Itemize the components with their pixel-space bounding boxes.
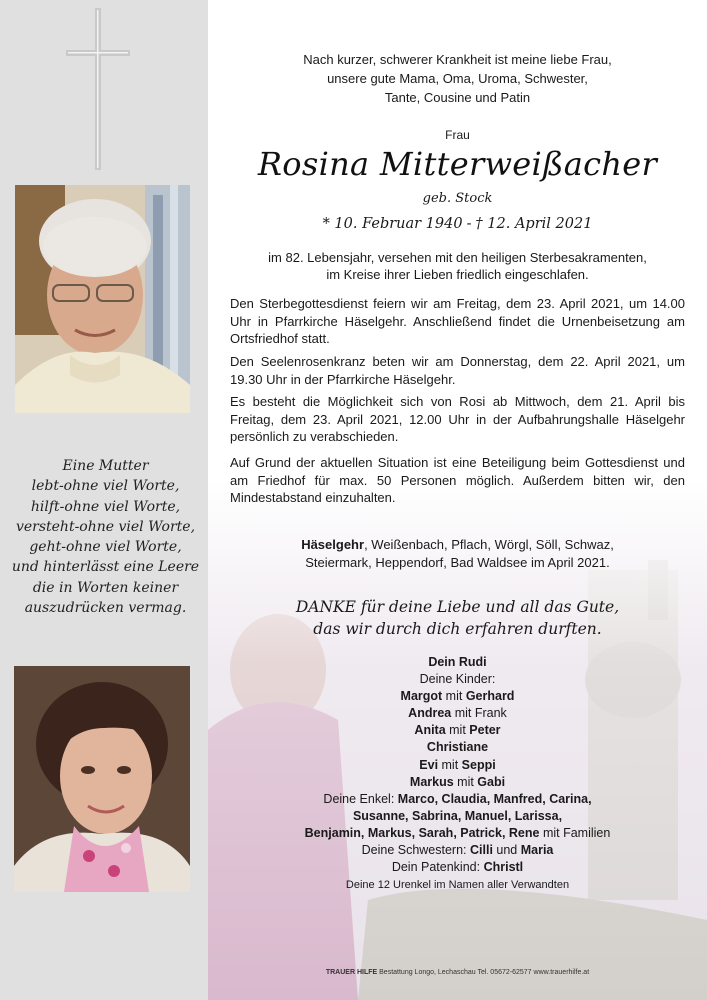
family-line [208,654,707,671]
portrait-photo-younger [14,666,190,892]
poem-line: Eine Mutter [62,458,149,474]
thanks-line: DANKE für deine Liebe und all das Gute, [295,598,620,616]
poem-line: und hinterlässt eine Leere [11,559,200,576]
death-date: † 12. April 2021 [475,216,593,232]
footer-text: Bestattung Longo, Lechaschau Tel. 05672-62577 www.trauerhilfe.at [377,969,590,976]
viewing-paragraph: Es besteht die Möglichkeit sich von Rosi ab Mittwoch, dem 21. April bis Freitag, dem 23. April 2021, 12.00 Uhr in der Aufbahrungshalle Häselgehr persönlich zu verabschieden. [230,394,685,444]
poem-line: die in Worten keiner [32,579,179,596]
family-name-segment: mit [438,757,462,772]
family-line [208,791,707,808]
portrait-photo-older [15,185,190,413]
family-list [208,654,707,894]
date-separator: - [466,216,472,232]
places-line [208,536,707,572]
family-name-segment: Anita [414,723,446,738]
poem-line: geht-ohne viel Worte, [29,539,182,556]
family-line [208,722,707,739]
family-line [208,774,707,791]
family-name-segment: Deine Schwestern: [361,843,470,858]
family-name-segment: Christl [483,860,524,875]
poem-line: auszudrücken vermag. [24,600,187,617]
family-line [208,842,707,859]
life-dates [208,216,707,232]
family-name-segment: Marco, Claudia, Manfred, Carina, [397,791,592,806]
family-name-segment: Evi [419,757,439,772]
age-line: im Kreise ihrer Lieben friedlich eingeschlafen. [326,267,589,282]
birth-name: geb. Stock [422,191,493,206]
family-line [208,757,707,774]
family-name-segment: Christiane [426,740,489,755]
family-line [208,859,707,876]
family-name-segment: Dein Patenkind: [391,860,484,875]
family-name-segment: mit [445,723,470,738]
family-line [208,671,707,688]
intro-text [208,50,707,107]
family-name-segment: Margot [400,689,443,704]
poem-line: versteht-ohne viel Worte, [15,518,196,535]
family-name-segment: Dein Rudi [428,655,487,669]
family-line [208,876,707,894]
family-name-segment: mit Familien [539,825,611,840]
family-name-segment: mit [453,774,478,789]
family-name-segment: Andrea [408,706,452,721]
intro-line: unsere gute Mama, Oma, Uroma, Schwester, [327,71,588,86]
family-line [208,705,707,722]
birth-date: * 10. Februar 1940 [322,216,463,232]
family-name-segment: Seppi [461,757,496,772]
cross-icon [66,8,130,170]
family-name-segment: mit [442,689,466,704]
footer-brand: TRAUER HILFE [325,969,378,976]
age-statement [208,249,707,283]
family-name-segment: Deine Kinder: [419,672,496,687]
poem-line: lebt-ohne viel Worte, [31,478,180,495]
restrictions-paragraph: Auf Grund der aktuellen Situation ist eine Beteiligung beim Gottesdienst und am Friedhof für max. 50 Personen möglich. Außerdem bitten wir, den Mindestabstand einzuhalten. [230,455,685,505]
footer [208,969,707,976]
rosary-paragraph: Den Seelenrosenkranz beten wir am Donnerstag, dem 22. April 2021, um 19.30 Uhr in der Pfarrkirche Häselgehr. [230,354,685,387]
family-name-segment: Benjamin, Markus, Sarah, Patrick, Rene [304,825,540,840]
family-name-segment: Susanne, Sabrina, Manuel, Larissa, [352,808,563,823]
family-name-segment: Maria [520,843,554,858]
thanks-line: das wir durch dich erfahren durften. [313,620,602,638]
home-place: Häselgehr [301,537,365,552]
family-name-segment: Gerhard [465,689,515,704]
family-name-segment: Markus [409,774,454,789]
family-line [208,688,707,705]
family-line [208,739,707,756]
family-name-segment: Deine 12 Urenkel im Namen aller Verwandten [345,879,570,892]
family-name-segment: Gabi [477,774,506,789]
family-line [208,825,707,842]
places-list: , Weißenbach, Pflach, Wörgl, Söll, Schwaz, [364,537,614,552]
intro-line: Tante, Cousine und Patin [384,90,531,105]
deceased-name: Rosina Mitterweißacher [257,145,658,183]
poem-line: hilft-ohne viel Worte, [30,498,181,515]
family-name-segment: Deine Enkel: [323,791,398,806]
funeral-service-paragraph: Den Sterbegottesdienst feiern wir am Freitag, dem 23. April 2021, um 14.00 Uhr in Pfarrkirche Häselgehr. Anschließend findet die Urnenbeisetzung am Ortsfriedhof statt. [230,296,685,346]
intro-line: Nach kurzer, schwerer Krankheit ist meine liebe Frau, [303,52,612,67]
left-sidebar [0,0,208,1000]
family-line [208,808,707,825]
family-name-segment: und [492,843,521,858]
age-line: im 82. Lebensjahr, versehen mit den heiligen Sterbesakramenten, [268,250,647,265]
thanks-text [208,596,707,640]
poem [8,456,203,618]
family-name-segment: mit Frank [451,706,507,721]
title-prefix: Frau [445,128,470,142]
family-name-segment: Cilli [470,843,493,858]
family-name-segment: Peter [469,723,501,738]
places-date: Steiermark, Heppendorf, Bad Waldsee im April 2021. [305,555,610,570]
